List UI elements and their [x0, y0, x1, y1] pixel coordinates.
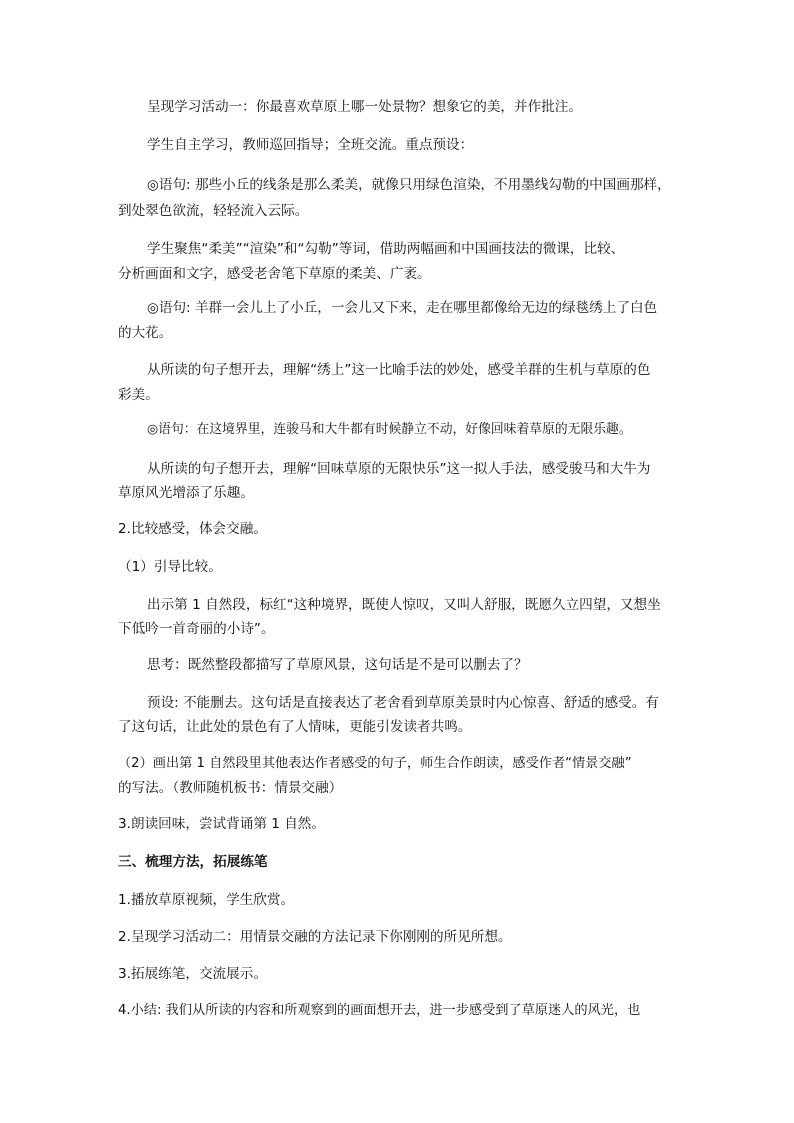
show-paragraph-line-2: 下低吟一首奇丽的小诗”。 [118, 621, 275, 637]
focus-three-paragraph-cont [118, 480, 676, 506]
guide-compare-paragraph: （1）引导比较。 [118, 559, 222, 575]
focus-one-paragraph-cont [118, 261, 676, 287]
focus-one-line-1: 学生聚焦“柔美”“渲染”和“勾勒”等词，借助两幅画和中国画技法的微课，比较、 [147, 241, 625, 257]
focus-two-paragraph [147, 357, 677, 383]
step-four-summary: 4.小结: 我们从所读的内容和所观察到的画面想开去，进一步感受到了草原迷人的风光，也 [118, 1003, 641, 1018]
focus-two-line-1: 从所读的句子想开去，理解“绣上”这一比喻手法的妙处，感受羊群的生机与草原的色 [147, 362, 651, 378]
show-paragraph-cont [118, 616, 676, 642]
sentence-three-quote: ◎语句：在这境界里，连骏马和大牛都有时候静立不动，好像回味着草原的无限乐趣。 [147, 422, 632, 437]
preset-answer [147, 690, 677, 716]
draw-sentences-line-2: 的写法。（教师随机板书：情景交融） [118, 780, 343, 796]
draw-sentences-paragraph [118, 751, 676, 777]
show-paragraph [147, 592, 677, 618]
self-study-paragraph: 学生自主学习，教师巡回指导；全班交流。重点预设： [147, 137, 474, 153]
sentence-one-line-1: ◎语句: 那些小丘的线条是那么柔美，就像只用绿色渲染，不用墨线勾勒的中国画那样， [147, 177, 671, 193]
sentence-two-quote [147, 295, 677, 321]
step-two: 2.呈现学习活动二：用情景交融的方法记录下你刚刚的所见所想。 [118, 929, 512, 945]
section-three-heading: 3.朗读回味，尝试背诵第 1 自然。 [118, 816, 325, 832]
step-three: 3.拓展练笔，交流展示。 [118, 966, 267, 982]
draw-sentences-cont [118, 775, 676, 801]
sentence-one-quote-cont [118, 198, 676, 224]
focus-one-paragraph [147, 236, 677, 262]
preset-answer-line-1: 预设: 不能删去。这句话是直接表达了老舍看到草原美景时内心惊喜、舒适的感受。有 [147, 695, 659, 711]
focus-two-line-2: 彩美。 [118, 387, 159, 403]
focus-one-line-2: 分析画面和文字，感受老舍笔下草原的柔美、广袤。 [118, 266, 431, 282]
focus-three-line-1: 从所读的句子想开去，理解“回味草原的无限快乐”这一拟人手法，感受骏马和大牛为 [147, 461, 651, 477]
think-question: 思考：既然整段都描写了草原风景，这句话是不是可以删去了？ [147, 657, 528, 673]
section-two-heading: 2.比较感受，体会交融。 [118, 521, 267, 537]
focus-three-paragraph [147, 456, 677, 482]
draw-sentences-line-1: （2）画出第 1 自然段里其他表达作者感受的句子，师生合作朗读，感受作者“情景交融” [118, 756, 632, 771]
sentence-two-line-1: ◎语句: 羊群一会儿上了小丘，一会儿又下来，走在哪里都像给无边的绿毯绣上了白色 [147, 300, 658, 316]
part-three-heading: 三、梳理方法，拓展练笔 [118, 854, 268, 870]
sentence-one-quote [147, 172, 677, 198]
show-paragraph-line-1: 出示第 1 自然段，标红“这种境界，既使人惊叹，又叫人舒服，既愿久立四望，又想坐 [147, 597, 661, 613]
step-one: 1.播放草原视频，学生欣赏。 [118, 892, 295, 908]
focus-two-paragraph-cont [118, 382, 676, 408]
sentence-one-line-2: 到处翠色欲流，轻轻流入云际。 [118, 203, 309, 219]
preset-answer-line-2: 了这句话，让此处的景色有了人情味，更能引发读者共鸣。 [118, 719, 472, 735]
sentence-two-quote-cont [118, 320, 676, 346]
preset-answer-cont [118, 714, 676, 740]
sentence-two-line-2: 的大花。 [118, 325, 173, 341]
focus-three-line-2: 草原风光增添了乐趣。 [118, 485, 254, 501]
activity-one-paragraph: 呈现学习活动一：你最喜欢草原上哪一处景物？想象它的美，并作批注。 [147, 99, 582, 115]
